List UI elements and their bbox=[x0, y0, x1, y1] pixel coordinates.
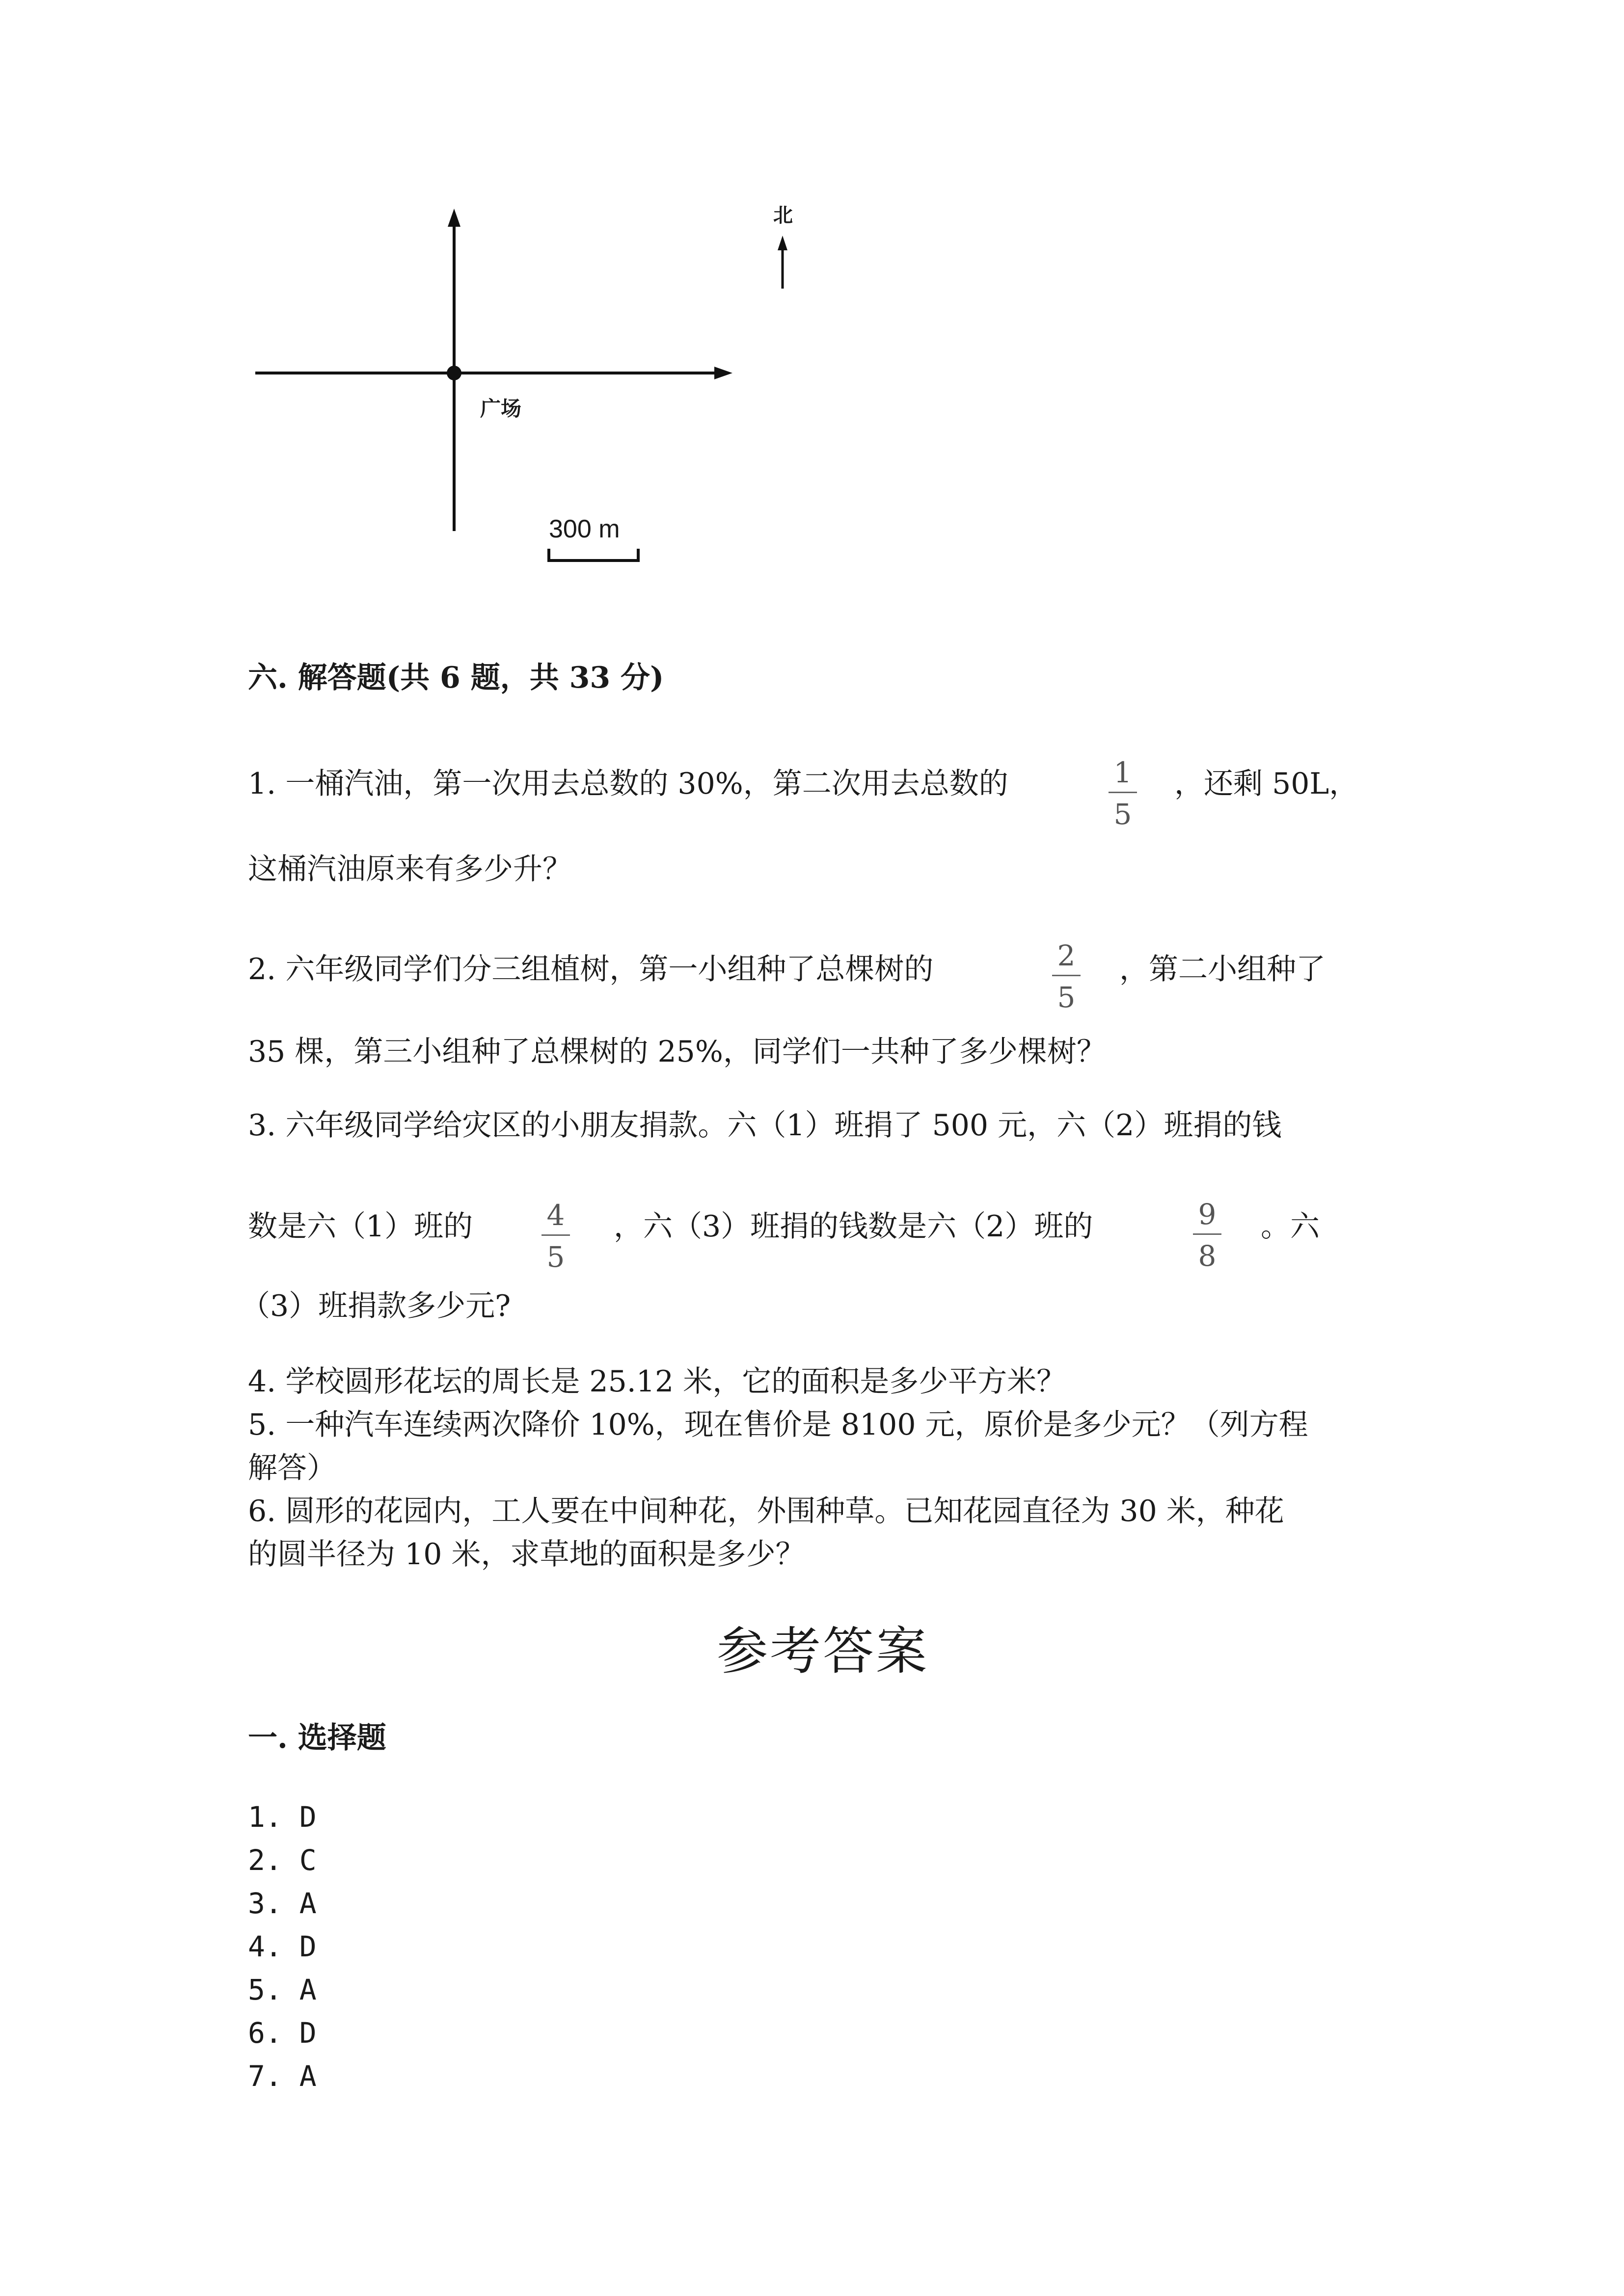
question-3-line-2-a: 数是六（1）班的 bbox=[248, 1209, 473, 1244]
question-2-line-2: 35 棵，第三小组种了总棵树的 25%，同学们一共种了多少棵树？ bbox=[248, 1035, 1106, 1069]
question-2-line-1-b: ，第二小组种了 bbox=[1119, 952, 1326, 987]
question-2-fraction bbox=[1049, 941, 1083, 1012]
fraction-bar bbox=[1109, 792, 1137, 793]
answers-section-1-heading: 一. 选择题 bbox=[248, 1721, 386, 1755]
answer-item: 2. C bbox=[248, 1843, 317, 1877]
question-1-fraction bbox=[1106, 756, 1140, 831]
north-label: 北 bbox=[773, 204, 793, 227]
answer-item: 1. D bbox=[248, 1800, 317, 1834]
question-3-fraction-1 bbox=[539, 1199, 573, 1274]
question-5-line-2: 解答） bbox=[248, 1451, 336, 1485]
question-3-line-3: （3）班捐款多少元? bbox=[241, 1289, 511, 1323]
map-figure bbox=[0, 0, 1624, 589]
north-arrow-icon bbox=[778, 236, 787, 250]
plaza-label: 广场 bbox=[480, 397, 522, 421]
question-1-line-2: 这桶汽油原来有多少升？ bbox=[248, 852, 572, 886]
plaza-point bbox=[447, 366, 461, 380]
fraction-numerator: 1 bbox=[1113, 756, 1132, 789]
question-6-line-2: 的圆半径为 10 米，求草地的面积是多少？ bbox=[248, 1537, 805, 1572]
answer-item: 5. A bbox=[248, 1973, 317, 2006]
fraction-denominator: 8 bbox=[1198, 1239, 1217, 1273]
question-6-line-1: 6. 圆形的花园内，工人要在中间种花，外围种草。已知花园直径为 30 米，种花 bbox=[248, 1494, 1284, 1528]
answer-item: 4. D bbox=[248, 1930, 317, 1963]
section-6-heading: 六. 解答题(共 6 题，共 33 分) bbox=[248, 661, 664, 695]
scale-label: 300 m bbox=[549, 515, 620, 543]
scale-bar bbox=[549, 549, 638, 561]
fraction-numerator: 9 bbox=[1198, 1198, 1217, 1231]
question-1-line-1-a: 1. 一桶汽油，第一次用去总数的 30%，第二次用去总数的 bbox=[248, 767, 1008, 801]
question-3-line-1: 3. 六年级同学给灾区的小朋友捐款。六（1）班捐了 500 元，六（2）班捐的钱 bbox=[248, 1108, 1282, 1143]
question-3-line-2-b: ，六（3）班捐的钱数是六（2）班的 bbox=[614, 1209, 1093, 1244]
fraction-bar bbox=[1193, 1233, 1221, 1235]
question-2-line-1-a: 2. 六年级同学们分三组植树，第一小组种了总棵树的 bbox=[248, 952, 934, 987]
fraction-bar bbox=[541, 1234, 570, 1236]
fraction-denominator: 5 bbox=[1113, 798, 1132, 831]
fraction-denominator: 5 bbox=[1057, 981, 1076, 1014]
answer-item: 6. D bbox=[248, 2016, 317, 2050]
question-3-line-2-c: 。六 bbox=[1261, 1209, 1320, 1244]
answer-item: 7. A bbox=[248, 2059, 317, 2093]
question-3-fraction-2 bbox=[1190, 1198, 1224, 1273]
fraction-denominator: 5 bbox=[546, 1240, 565, 1274]
answers-title: 参考答案 bbox=[717, 1621, 929, 1681]
axis-north-arrow-icon bbox=[448, 209, 460, 227]
answer-item: 3. A bbox=[248, 1887, 317, 1920]
question-4: 4. 学校圆形花坛的周长是 25.12 米，它的面积是多少平方米？ bbox=[248, 1364, 1066, 1399]
question-1-line-1-b: ，还剩 50L， bbox=[1174, 767, 1359, 801]
fraction-bar bbox=[1052, 975, 1081, 976]
fraction-numerator: 2 bbox=[1057, 939, 1076, 972]
question-5-line-1: 5. 一种汽车连续两次降价 10%，现在售价是 8100 元，原价是多少元？（列方程 bbox=[248, 1408, 1308, 1442]
axis-east-arrow-icon bbox=[714, 367, 732, 379]
fraction-numerator: 4 bbox=[546, 1199, 565, 1232]
